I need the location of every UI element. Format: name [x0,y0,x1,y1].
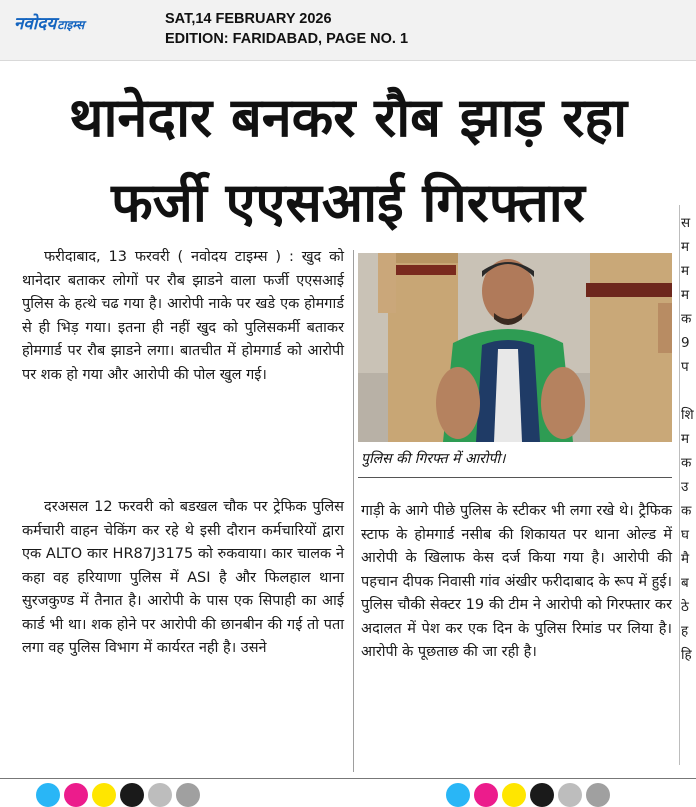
paragraph-text: दरअसल 12 फरवरी को बडखल चौक पर ट्रेफिक पुलिस कर्मचारी वाहन चेकिंग कर रहे थे इसी दौरान कर्मचारियों द्वारा एक ALTO कार HR87J3175 को रुकवाया। कार चालक ने कहा वह हरियाणा पुलिस में ASI है और फिलहाल थाना सुरजकुण्ड में तैनात है। आरोपी के पास एक सिपाही का आई कार्ड भी था। शक होने पर आरोपी की छानबीन की गई तो पता लगा वह पुलिस विभाग में कार्यरत नही है। उसने [22,499,344,656]
color-swatch [64,783,88,807]
edition-line: EDITION: FARIDABAD, PAGE NO. 1 [165,31,409,47]
neighbor-fragment: क [681,311,692,327]
neighbor-fragment: शि [681,407,694,423]
neighbor-fragment: उ [681,479,689,495]
neighbor-fragment: 9 [681,335,690,351]
column-divider [353,250,354,772]
date-line: SAT,14 FEBRUARY 2026 [165,11,332,27]
neighbor-fragment: ब [681,575,689,591]
color-swatch [530,783,554,807]
newspaper-logo[interactable] [14,11,84,34]
neighbor-fragment: क [681,455,692,471]
caption-rule [358,477,672,478]
color-swatch [586,783,610,807]
neighbor-fragment: म [681,431,690,447]
color-swatch [502,783,526,807]
color-swatch [176,783,200,807]
headline-line-1: थानेदार बनकर रौब झाड़ रहा [68,86,628,149]
neighbor-fragment: म [681,239,690,255]
neighbor-fragment: स [681,215,691,231]
article-paragraph-2 [22,496,344,661]
neighbor-column-fragments [681,211,696,667]
logo-sub-text: टाइम्स [57,18,85,32]
neighbor-fragment: ठे [681,599,689,615]
neighbor-fragment: हि [681,647,692,663]
headline-line-2: फर्जी एएसआई गिरफ्तार [111,171,585,234]
color-swatch [148,783,172,807]
print-color-bar [0,778,696,796]
neighbor-fragment: ह [681,623,689,639]
color-swatch [474,783,498,807]
paragraph-text: फरीदाबाद, 13 फरवरी ( नवोदय टाइम्स ) : खुद को थानेदार बताकर लोगों पर रौब झाडने वाला फर्जी एएसआई पुलिस के हत्थे चढ गया है। आरोपी नाके पर खडे एक होमगार्ड से ही भिड़ गया। इतना ही नहीं खुद को पुलिसकर्मी बताकर होमगार्ड पर रौब झाडने लगा। बातचीत में होमगार्ड को आरोपी पर शक हो गया और आरोपी की पोल खुल गई। [22,249,344,383]
neighbor-fragment: म [681,263,690,279]
page-header [0,0,696,61]
article-paragraph-1 [22,246,344,387]
neighbor-column-divider [679,205,680,765]
neighbor-fragment: क [681,503,692,519]
neighbor-fragment [681,379,696,403]
article-photo[interactable] [358,253,672,442]
neighbor-fragment: म [681,287,690,303]
edition-info [165,9,408,49]
neighbor-fragment: मै [681,551,690,567]
neighbor-fragment: घ [681,527,689,543]
paragraph-text: गाड़ी के आगे पीछे पुलिस के स्टीकर भी लगा रखे थे। ट्रैफिक स्टाफ के होमगार्ड नसीब की शिकायत पर थाना ओल्ड में आरोपी के खिलाफ केस दर्ज किया गया है। आरोपी की पहचान दीपक निवासी गांव अंखीर फरीदाबाद के रूप में हुई। पुलिस चौकी सेक्टर 19 की टीम ने आरोपी को गिरफ्तार कर अदालत में पेश कर एक दिन के पुलिस रिमांड पर लिया है। आरोपी के पूछताछ की जा रही है। [361,503,672,660]
color-swatch [36,783,60,807]
color-swatch [120,783,144,807]
logo-main-text: नवोदय [14,14,57,34]
photo-caption: पुलिस की गिरफ्त में आरोपी। [361,451,506,467]
color-swatch [558,783,582,807]
color-swatch [92,783,116,807]
neighbor-fragment: प [681,359,689,375]
arrest-photo-illustration [358,253,672,442]
article-paragraph-3 [361,500,672,665]
color-swatch [446,783,470,807]
